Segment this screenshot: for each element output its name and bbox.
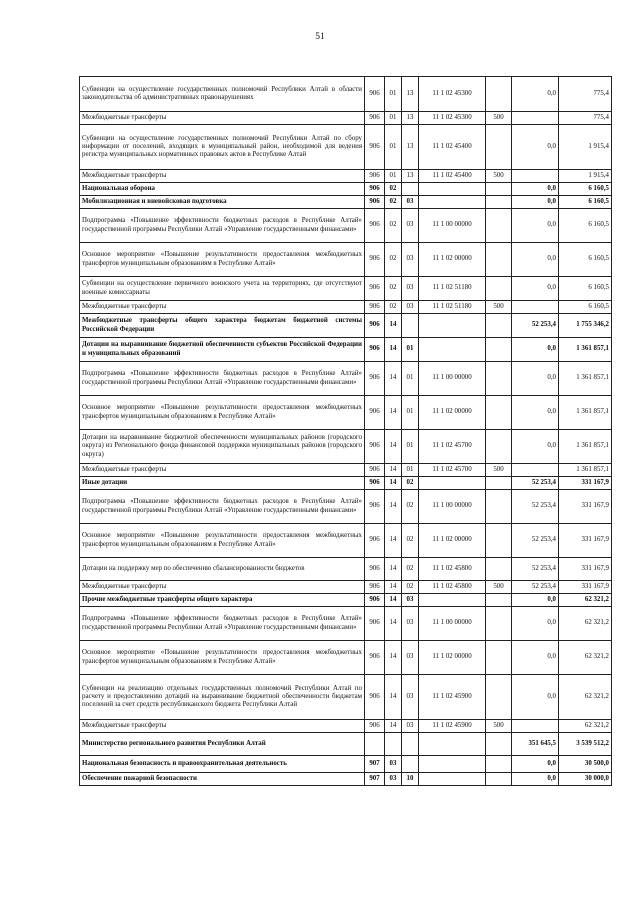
row-kind (486, 641, 512, 675)
row-target: 11 1 00 00000 (419, 607, 486, 641)
row-sum-2: 6 160,5 (559, 183, 612, 196)
row-kind (486, 196, 512, 209)
table-row (80, 196, 612, 209)
row-code: 906 (365, 125, 385, 170)
row-code: 906 (365, 301, 385, 314)
row-kind: 500 (486, 301, 512, 314)
row-code: 906 (365, 675, 385, 720)
row-sum-2: 62 321,2 (559, 675, 612, 720)
row-section: 02 (385, 243, 402, 277)
row-name: Обеспечение пожарной безопасности (80, 773, 365, 786)
row-code: 906 (365, 607, 385, 641)
row-target: 11 1 02 45400 (419, 125, 486, 170)
row-code: 906 (365, 314, 385, 338)
table-row (80, 477, 612, 490)
row-code: 906 (365, 594, 385, 607)
row-subsection: 03 (402, 209, 419, 243)
row-subsection: 03 (402, 675, 419, 720)
row-section: 14 (385, 720, 402, 733)
row-sum-1: 0,0 (512, 338, 559, 362)
row-name: Межбюджетные трансферты (80, 112, 365, 125)
row-sum-2: 1 915,4 (559, 170, 612, 183)
table-row (80, 733, 612, 756)
row-name: Субвенции на осуществление государственных полномочий Республики Алтай по сбору информации от поселений, входящих в муниципальный район, необходимой для ведения регистра муниципальных нормативных правовых актов в Республике Алтай (80, 125, 365, 170)
row-kind (486, 362, 512, 396)
row-section: 01 (385, 112, 402, 125)
table-row (80, 362, 612, 396)
row-subsection: 01 (402, 362, 419, 396)
row-code: 906 (365, 183, 385, 196)
row-sum-1 (512, 464, 559, 477)
row-code: 906 (365, 490, 385, 524)
row-name: Основное мероприятие «Повышение результативности предоставления межбюджетных трансфертов муниципальным образованиям в Республике Алтай» (80, 524, 365, 558)
row-kind (486, 607, 512, 641)
row-section: 14 (385, 558, 402, 581)
table-row (80, 524, 612, 558)
row-sum-2: 62 321,2 (559, 607, 612, 641)
row-code: 906 (365, 581, 385, 594)
row-subsection: 02 (402, 558, 419, 581)
row-subsection (402, 756, 419, 773)
row-sum-2: 331 167,9 (559, 524, 612, 558)
row-section: 01 (385, 170, 402, 183)
row-sum-1: 0,0 (512, 125, 559, 170)
row-sum-1: 351 645,5 (512, 733, 559, 756)
row-code: 906 (365, 170, 385, 183)
row-name: Межбюджетные трансферты (80, 301, 365, 314)
row-sum-2: 775,4 (559, 112, 612, 125)
table-row (80, 183, 612, 196)
table-row (80, 314, 612, 338)
row-sum-2: 331 167,9 (559, 581, 612, 594)
table-row (80, 558, 612, 581)
budget-table (79, 76, 612, 786)
row-sum-2: 6 160,5 (559, 277, 612, 301)
row-target (419, 196, 486, 209)
row-sum-1: 0,0 (512, 430, 559, 464)
row-target: 11 1 02 00000 (419, 243, 486, 277)
row-name: Межбюджетные трансферты (80, 464, 365, 477)
row-kind (486, 675, 512, 720)
row-kind: 500 (486, 581, 512, 594)
row-name: Межбюджетные трансферты (80, 170, 365, 183)
row-section: 14 (385, 338, 402, 362)
row-target (419, 756, 486, 773)
row-kind (486, 125, 512, 170)
row-section: 14 (385, 477, 402, 490)
row-sum-2: 1 755 346,2 (559, 314, 612, 338)
row-target: 11 1 02 45800 (419, 558, 486, 581)
row-target (419, 733, 486, 756)
table-row (80, 170, 612, 183)
row-sum-1: 0,0 (512, 277, 559, 301)
row-name: Национальная безопасность и правоохранительная деятельность (80, 756, 365, 773)
row-subsection: 03 (402, 277, 419, 301)
row-kind (486, 396, 512, 430)
row-sum-1: 0,0 (512, 77, 559, 112)
row-kind (486, 430, 512, 464)
row-subsection: 13 (402, 170, 419, 183)
row-sum-1: 52 253,4 (512, 490, 559, 524)
row-subsection: 03 (402, 594, 419, 607)
row-code: 906 (365, 524, 385, 558)
row-target: 11 1 02 00000 (419, 641, 486, 675)
table-row (80, 112, 612, 125)
row-kind (486, 558, 512, 581)
row-sum-1: 0,0 (512, 594, 559, 607)
table-row (80, 594, 612, 607)
table-row (80, 720, 612, 733)
row-sum-1: 0,0 (512, 607, 559, 641)
row-sum-1: 52 253,4 (512, 581, 559, 594)
row-section: 02 (385, 196, 402, 209)
row-kind (486, 314, 512, 338)
row-kind (486, 277, 512, 301)
table-row (80, 490, 612, 524)
row-target: 11 1 02 00000 (419, 524, 486, 558)
row-name: Иные дотации (80, 477, 365, 490)
row-name: Министерство регионального развития Республики Алтай (80, 733, 365, 756)
row-name: Подпрограмма «Повышение эффективности бюджетных расходов в Республике Алтай» государственной программы Республики Алтай «Управление государственными финансами» (80, 362, 365, 396)
row-sum-1: 0,0 (512, 243, 559, 277)
row-code: 906 (365, 112, 385, 125)
row-section: 14 (385, 490, 402, 524)
row-sum-2: 6 160,5 (559, 301, 612, 314)
row-kind (486, 183, 512, 196)
row-subsection: 13 (402, 77, 419, 112)
row-sum-2: 1 361 857,1 (559, 464, 612, 477)
row-sum-1: 0,0 (512, 773, 559, 786)
row-name: Межбюджетные трансферты (80, 581, 365, 594)
row-section: 02 (385, 277, 402, 301)
row-kind (486, 77, 512, 112)
row-kind (486, 243, 512, 277)
row-sum-2: 775,4 (559, 77, 612, 112)
row-sum-2: 1 915,4 (559, 125, 612, 170)
row-name: Субвенции на осуществление государственных полномочий Республики Алтай в области законодательства об административных правонарушениях (80, 77, 365, 112)
row-target: 11 1 02 51180 (419, 277, 486, 301)
row-subsection: 03 (402, 196, 419, 209)
row-target: 11 1 02 45400 (419, 170, 486, 183)
row-sum-2: 1 361 857,1 (559, 338, 612, 362)
row-code (365, 733, 385, 756)
row-target: 11 1 02 45300 (419, 77, 486, 112)
row-target: 11 1 02 00000 (419, 396, 486, 430)
row-name: Подпрограмма «Повышение эффективности бюджетных расходов в Республике Алтай» государственной программы Республики Алтай «Управление государственными финансами» (80, 490, 365, 524)
row-subsection: 02 (402, 490, 419, 524)
row-sum-2: 331 167,9 (559, 558, 612, 581)
row-target (419, 183, 486, 196)
table-row (80, 77, 612, 112)
row-section: 14 (385, 675, 402, 720)
table-row (80, 209, 612, 243)
row-target: 11 1 00 00000 (419, 362, 486, 396)
row-sum-2: 30 500,0 (559, 756, 612, 773)
row-target: 11 1 02 45700 (419, 464, 486, 477)
table-row (80, 125, 612, 170)
row-subsection: 01 (402, 338, 419, 362)
row-sum-1: 52 253,4 (512, 558, 559, 581)
row-name: Межбюджетные трансферты общего характера бюджетам бюджетной системы Российской Федерации (80, 314, 365, 338)
row-sum-2: 62 321,2 (559, 641, 612, 675)
row-kind (486, 477, 512, 490)
row-sum-1: 0,0 (512, 396, 559, 430)
row-section: 03 (385, 756, 402, 773)
row-sum-2: 1 361 857,1 (559, 430, 612, 464)
table-row (80, 675, 612, 720)
row-name: Подпрограмма «Повышение эффективности бюджетных расходов в Республике Алтай» государственной программы Республики Алтай «Управление государственными финансами» (80, 607, 365, 641)
row-name: Межбюджетные трансферты (80, 720, 365, 733)
row-section: 01 (385, 77, 402, 112)
row-sum-2: 6 160,5 (559, 196, 612, 209)
row-name: Основное мероприятие «Повышение результативности предоставления межбюджетных трансфертов муниципальным образованиям в Республике Алтай» (80, 641, 365, 675)
row-code: 906 (365, 77, 385, 112)
row-code: 906 (365, 396, 385, 430)
table-row (80, 430, 612, 464)
row-subsection: 03 (402, 301, 419, 314)
row-kind: 500 (486, 720, 512, 733)
row-sum-1: 52 253,4 (512, 477, 559, 490)
row-kind (486, 524, 512, 558)
row-code: 906 (365, 720, 385, 733)
row-target: 11 1 02 45800 (419, 581, 486, 594)
row-sum-1 (512, 720, 559, 733)
row-target: 11 1 00 00000 (419, 209, 486, 243)
row-subsection: 01 (402, 464, 419, 477)
row-sum-1: 52 253,4 (512, 524, 559, 558)
row-subsection: 01 (402, 430, 419, 464)
row-name: Прочие межбюджетные трансферты общего характера (80, 594, 365, 607)
row-sum-2: 1 361 857,1 (559, 362, 612, 396)
row-sum-1 (512, 170, 559, 183)
row-kind (486, 594, 512, 607)
table-row (80, 581, 612, 594)
row-kind (486, 209, 512, 243)
row-subsection: 03 (402, 720, 419, 733)
row-target: 11 1 02 45900 (419, 675, 486, 720)
row-kind (486, 490, 512, 524)
row-code: 906 (365, 477, 385, 490)
row-subsection: 03 (402, 607, 419, 641)
row-name: Мобилизационная и вневойсковая подготовка (80, 196, 365, 209)
table-row (80, 277, 612, 301)
row-sum-2: 3 539 512,2 (559, 733, 612, 756)
row-code: 906 (365, 277, 385, 301)
row-subsection (402, 183, 419, 196)
row-kind (486, 773, 512, 786)
row-sum-2: 62 321,2 (559, 720, 612, 733)
row-section: 14 (385, 362, 402, 396)
row-name: Дотации на поддержку мер по обеспечению сбалансированности бюджетов (80, 558, 365, 581)
row-target: 11 1 02 51180 (419, 301, 486, 314)
row-kind (486, 338, 512, 362)
row-sum-2: 6 160,5 (559, 209, 612, 243)
table-row (80, 773, 612, 786)
page-number: 51 (315, 32, 325, 42)
row-name: Подпрограмма «Повышение эффективности бюджетных расходов в Республике Алтай» государственной программы Республики Алтай «Управление государственными финансами» (80, 209, 365, 243)
row-name: Основное мероприятие «Повышение результативности предоставления межбюджетных трансфертов муниципальным образованиям в Республике Алтай» (80, 243, 365, 277)
row-subsection (402, 314, 419, 338)
row-subsection: 13 (402, 112, 419, 125)
row-section: 01 (385, 125, 402, 170)
row-code: 907 (365, 773, 385, 786)
row-subsection: 02 (402, 524, 419, 558)
row-code: 906 (365, 464, 385, 477)
row-subsection: 10 (402, 773, 419, 786)
row-target: 11 1 02 45300 (419, 112, 486, 125)
row-code: 906 (365, 338, 385, 362)
row-sum-1: 0,0 (512, 641, 559, 675)
row-section: 14 (385, 314, 402, 338)
table-row (80, 396, 612, 430)
row-name: Дотации на выравнивание бюджетной обеспеченности муниципальных районов (городского округа) из Регионального фонда финансовой поддержки муниципальных районов (городского округа) (80, 430, 365, 464)
row-sum-2: 1 361 857,1 (559, 396, 612, 430)
row-target (419, 477, 486, 490)
table-row (80, 464, 612, 477)
row-kind (486, 733, 512, 756)
row-code: 906 (365, 243, 385, 277)
row-name: Субвенции на реализацию отдельных государственных полномочий Республики Алтай по расчету и предоставлению дотаций на выравнивание бюджетной обеспеченности бюджетам поселений за счет средств республиканского бюджета Республики Алтай (80, 675, 365, 720)
row-code: 906 (365, 430, 385, 464)
row-sum-1: 0,0 (512, 675, 559, 720)
row-sum-2: 6 160,5 (559, 243, 612, 277)
row-section: 03 (385, 773, 402, 786)
row-sum-2: 62 321,2 (559, 594, 612, 607)
row-target (419, 773, 486, 786)
row-sum-1 (512, 112, 559, 125)
row-subsection: 03 (402, 641, 419, 675)
row-name: Дотации на выравнивание бюджетной обеспеченности субъектов Российской Федерации и муниципальных образований (80, 338, 365, 362)
row-sum-2: 331 167,9 (559, 490, 612, 524)
row-code: 906 (365, 641, 385, 675)
row-sum-1: 0,0 (512, 209, 559, 243)
row-sum-1: 0,0 (512, 362, 559, 396)
row-sum-1: 0,0 (512, 196, 559, 209)
row-section: 14 (385, 396, 402, 430)
row-section: 02 (385, 183, 402, 196)
row-target: 11 1 02 45900 (419, 720, 486, 733)
row-code: 906 (365, 196, 385, 209)
row-name: Национальная оборона (80, 183, 365, 196)
row-code: 906 (365, 558, 385, 581)
table-row (80, 756, 612, 773)
table-body (80, 77, 612, 786)
table-row (80, 301, 612, 314)
row-name: Субвенции на осуществление первичного воинского учета на территориях, где отсутствуют военные комиссариаты (80, 277, 365, 301)
table-row (80, 641, 612, 675)
row-code: 906 (365, 209, 385, 243)
row-target: 11 1 00 00000 (419, 490, 486, 524)
row-subsection: 13 (402, 125, 419, 170)
row-subsection: 03 (402, 243, 419, 277)
row-sum-1: 0,0 (512, 183, 559, 196)
row-sum-2: 331 167,9 (559, 477, 612, 490)
row-section: 02 (385, 301, 402, 314)
row-section: 14 (385, 464, 402, 477)
row-section: 14 (385, 594, 402, 607)
row-section (385, 733, 402, 756)
row-name: Основное мероприятие «Повышение результативности предоставления межбюджетных трансфертов муниципальным образованиям в Республике Алтай» (80, 396, 365, 430)
row-kind: 500 (486, 170, 512, 183)
row-sum-2: 30 000,0 (559, 773, 612, 786)
table-row (80, 607, 612, 641)
row-section: 14 (385, 581, 402, 594)
row-section: 14 (385, 607, 402, 641)
row-target: 11 1 02 45700 (419, 430, 486, 464)
table-row (80, 243, 612, 277)
row-target (419, 314, 486, 338)
row-subsection (402, 733, 419, 756)
row-code: 906 (365, 362, 385, 396)
row-kind (486, 756, 512, 773)
row-subsection: 02 (402, 477, 419, 490)
row-section: 14 (385, 524, 402, 558)
row-subsection: 01 (402, 396, 419, 430)
row-code: 907 (365, 756, 385, 773)
row-section: 14 (385, 430, 402, 464)
row-kind: 500 (486, 464, 512, 477)
row-section: 02 (385, 209, 402, 243)
row-subsection: 02 (402, 581, 419, 594)
row-sum-1 (512, 301, 559, 314)
row-sum-1: 52 253,4 (512, 314, 559, 338)
row-target (419, 594, 486, 607)
row-kind: 500 (486, 112, 512, 125)
table-row (80, 338, 612, 362)
row-target (419, 338, 486, 362)
row-sum-1: 0,0 (512, 756, 559, 773)
row-section: 14 (385, 641, 402, 675)
